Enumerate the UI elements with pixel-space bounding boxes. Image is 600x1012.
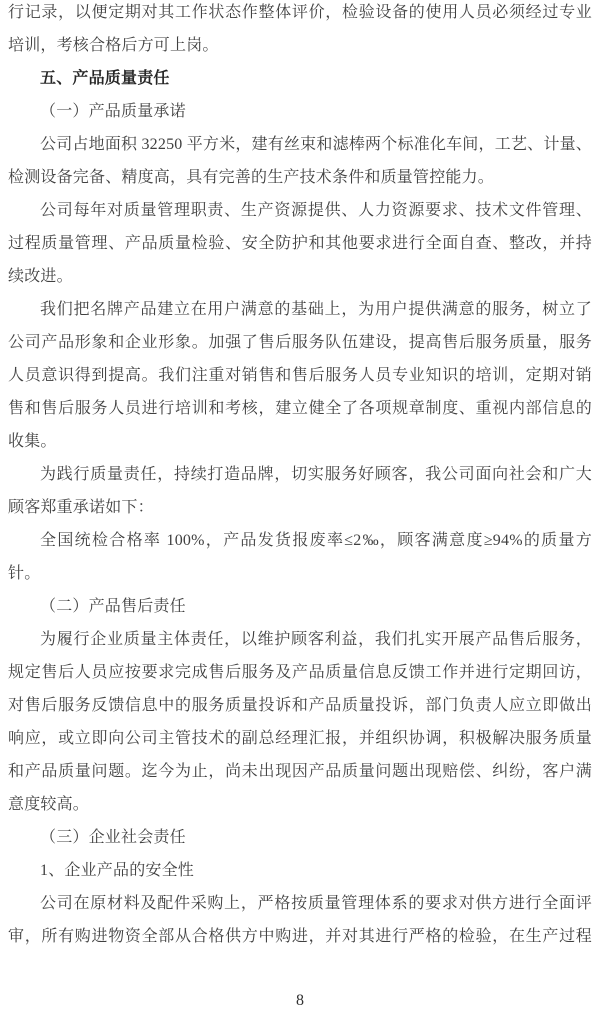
- paragraph-line: 顾客郑重承诺如下：: [8, 499, 154, 516]
- paragraph-line: 检测设备完备、精度高，具有完善的生产技术条件和质量管控能力。: [8, 169, 495, 186]
- section-heading: 五、产品质量责任: [40, 70, 170, 87]
- paragraph-line: 收集。: [8, 433, 57, 450]
- paragraph-line: 过程质量管理、产品质量检验、安全防护和其他要求进行全面自查、整改，并持: [8, 235, 592, 252]
- page-number: 8: [296, 992, 304, 1009]
- paragraph-line: 公司产品形象和企业形象。加强了售后服务队伍建设，提高售后服务质量，服务: [8, 334, 592, 351]
- paragraph-line: 对售后服务反馈信息中的服务质量投诉和产品质量投诉，部门负责人应立即做出: [8, 697, 592, 714]
- document-body: [8, 0, 592, 953]
- paragraph-line: 培训，考核合格后方可上岗。: [8, 37, 219, 54]
- paragraph-line: 审，所有购进物资全部从合格供方中购进，并对其进行严格的检验，在生产过程: [8, 928, 592, 945]
- paragraph-line: 公司在原材料及配件采购上，严格按质量管理体系的要求对供方进行全面评: [40, 895, 592, 912]
- paragraph-line: 续改进。: [8, 268, 73, 285]
- subsection-heading: （一）产品质量承诺: [40, 103, 186, 120]
- subsection-heading: （三）企业社会责任: [40, 829, 186, 846]
- paragraph-line: 公司占地面积 32250 平方米，建有丝束和滤棒两个标准化车间，工艺、计量、: [40, 136, 592, 153]
- paragraph-line: 和产品质量问题。迄今为止，尚未出现因产品质量问题出现赔偿、纠纷，客户满: [8, 763, 592, 780]
- paragraph-line: 售和售后服务人员进行培训和考核，建立健全了各项规章制度、重视内部信息的: [8, 400, 592, 417]
- paragraph-line: 规定售后人员应按要求完成售后服务及产品质量信息反馈工作并进行定期回访，: [8, 664, 592, 681]
- subsection-heading: （二）产品售后责任: [40, 598, 186, 615]
- list-item-heading: 1、企业产品的安全性: [40, 862, 195, 879]
- paragraph-line: 响应，或立即向公司主管技术的副总经理汇报，并组织协调，积极解决服务质量: [8, 730, 592, 747]
- paragraph-line: 为践行质量责任，持续打造品牌，切实服务好顾客，我公司面向社会和广大: [40, 466, 592, 483]
- paragraph-line: 行记录，以便定期对其工作状态作整体评价，检验设备的使用人员必须经过专业: [8, 4, 592, 21]
- paragraph-line: 全国统检合格率 100%，产品发货报废率≤2‰，顾客满意度≥94%的质量方: [40, 532, 592, 549]
- paragraph-line: 为履行企业质量主体责任，以维护顾客利益，我们扎实开展产品售后服务，: [40, 631, 592, 648]
- paragraph-line: 人员意识得到提高。我们注重对销售和售后服务人员专业知识的培训，定期对销: [8, 367, 592, 384]
- paragraph-line: 针。: [8, 565, 41, 582]
- paragraph-line: 意度较高。: [8, 796, 90, 813]
- paragraph-line: 我们把名牌产品建立在用户满意的基础上，为用户提供满意的服务，树立了: [40, 301, 592, 318]
- paragraph-line: 公司每年对质量管理职责、生产资源提供、人力资源要求、技术文件管理、: [40, 202, 592, 219]
